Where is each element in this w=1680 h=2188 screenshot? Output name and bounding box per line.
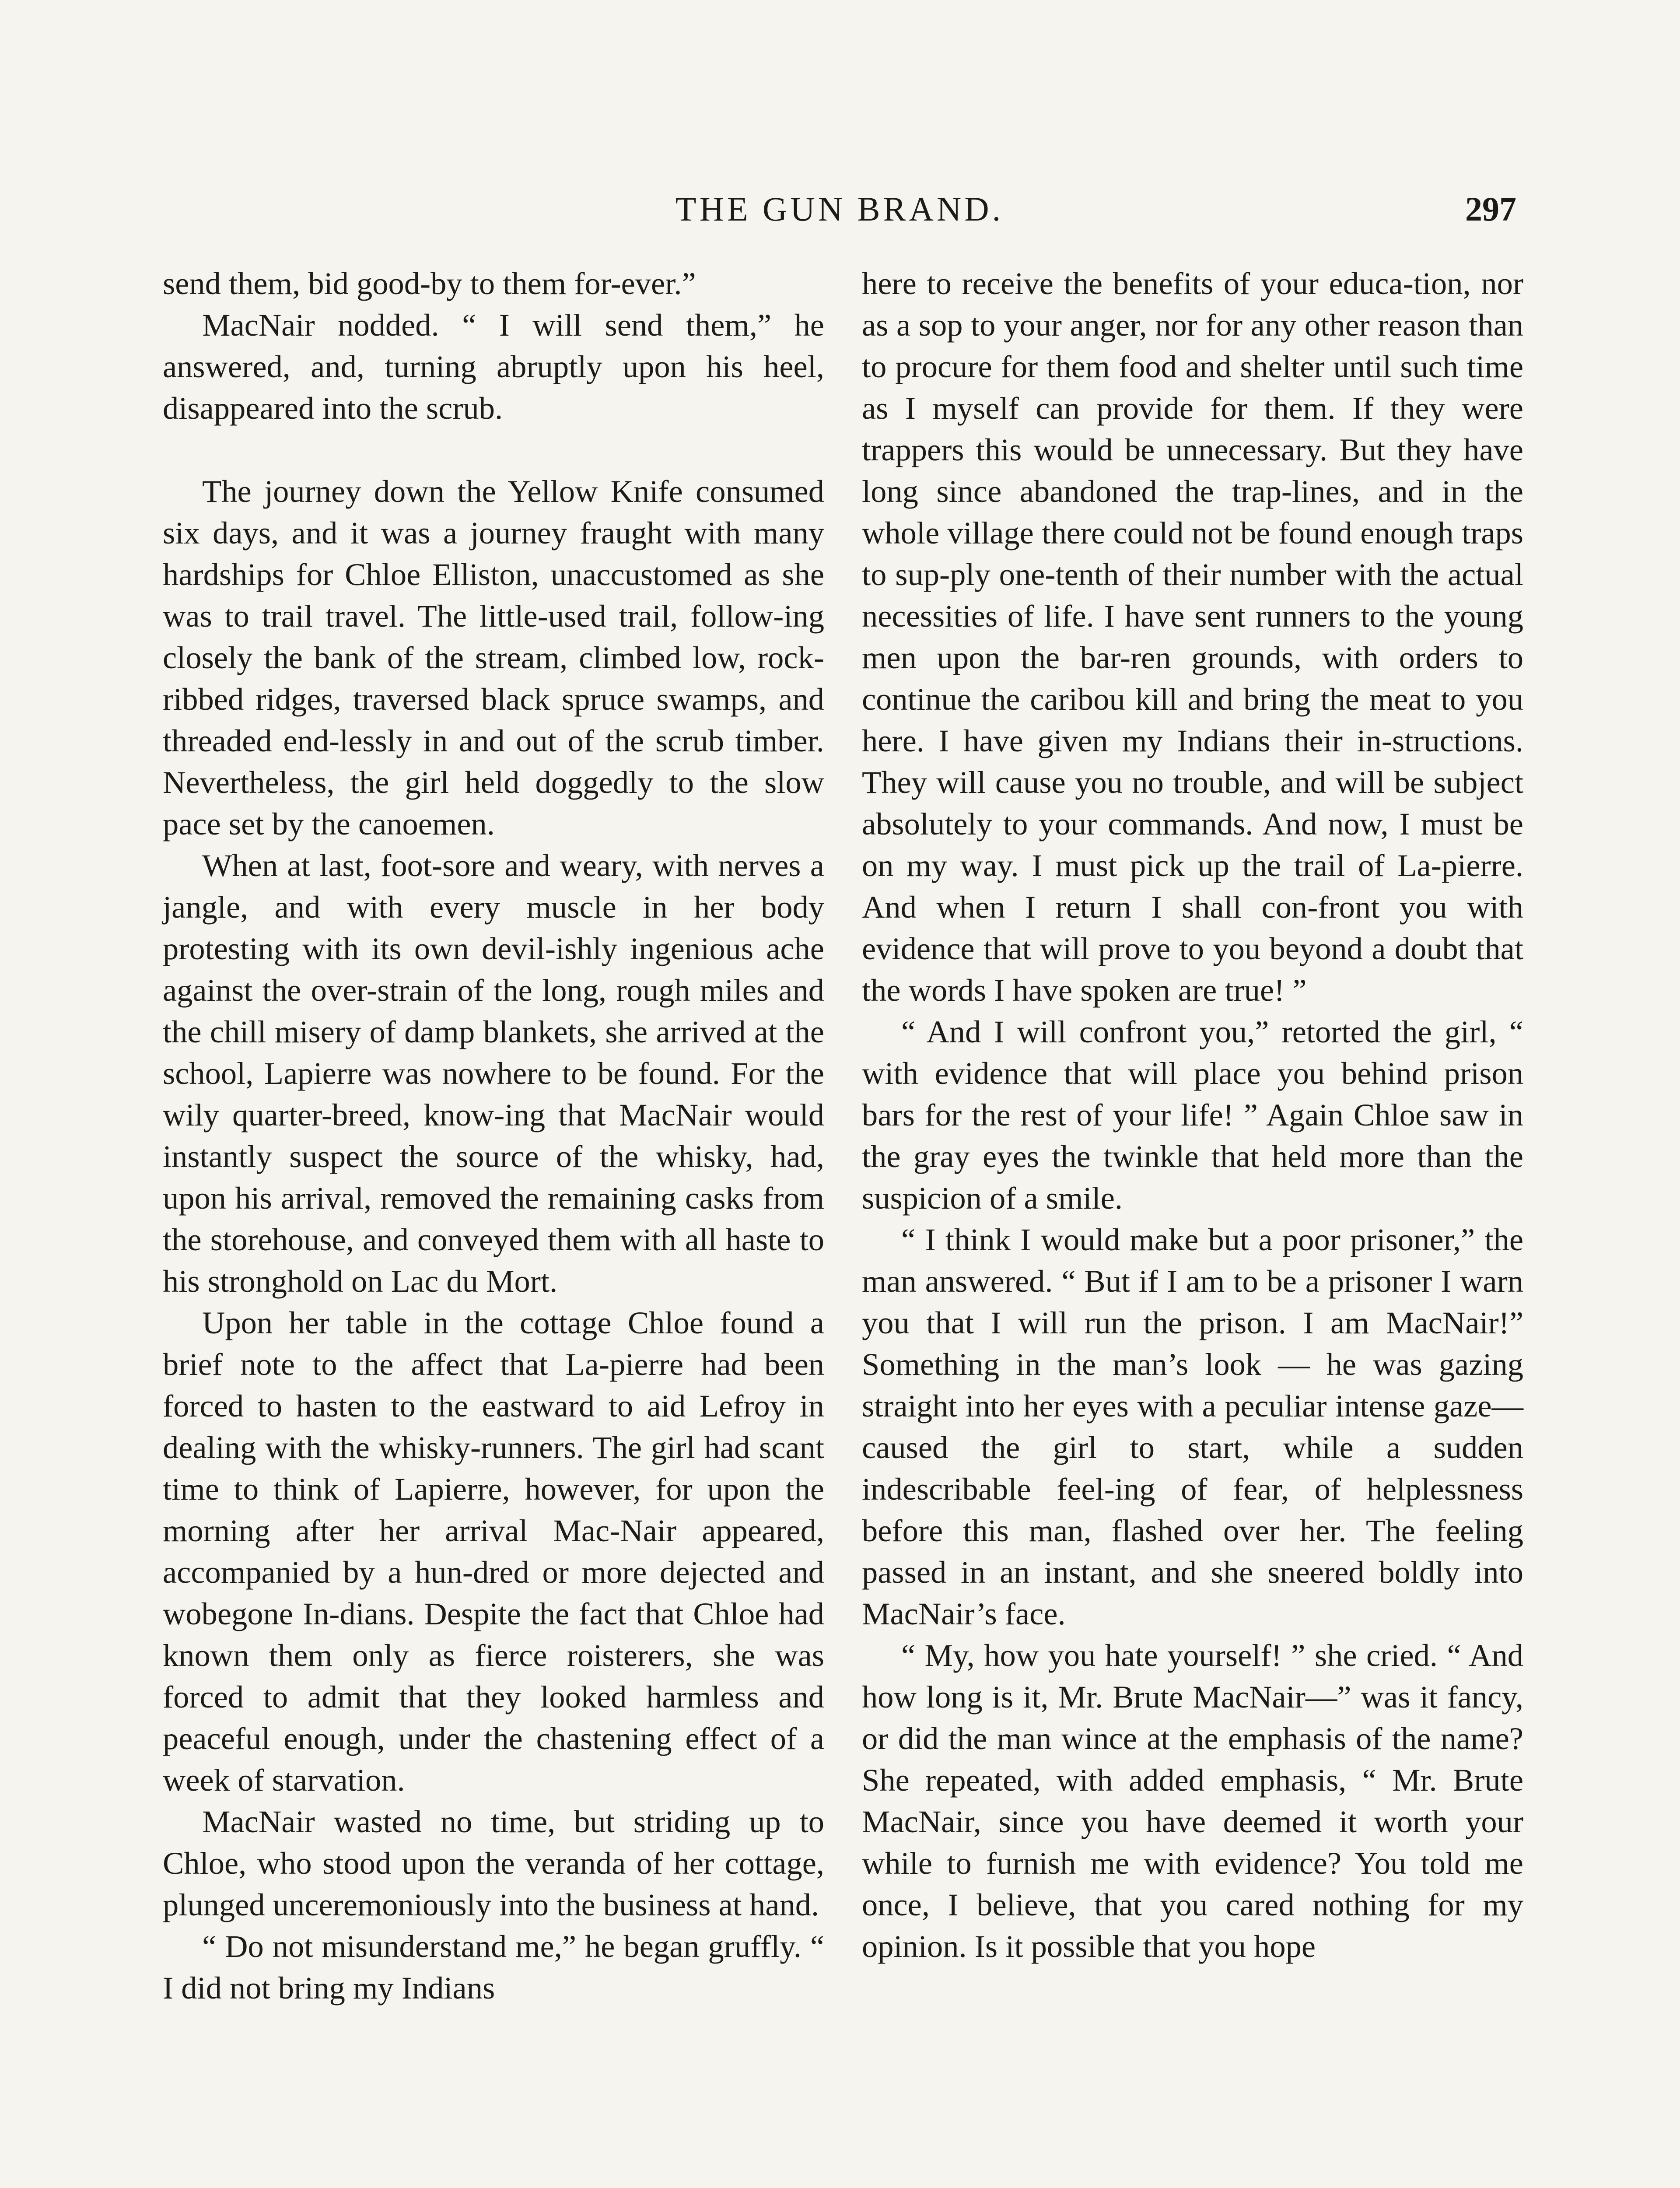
running-header [163,187,1516,231]
paragraph: When at last, foot-sore and weary, with nerves a jangle, and with every muscle in her body protesting with its own devil-ishly ingenious ache against the over-strain of the long, rough miles and the chill misery of damp blankets, she arrived at the school, Lapierre was nowhere to be found. For the wily quarter-breed, know-ing that MacNair would instantly suspect the source of the whisky, had, upon his arrival, removed the remaining casks from the storehouse, and conveyed them with all haste to his stronghold on Lac du Mort. [163,848,824,1299]
paragraph: “ My, how you hate yourself! ” she cried. “ And how long is it, Mr. Brute MacNair—” was it fancy, or did the man wince at the emphasis of the name? She repeated, with added emphasis, “ Mr. Brute MacNair, since you have deemed it worth your while to furnish me with evidence? You told me once, I believe, that you cared nothing for my opinion. Is it possible that you hope [862,1637,1523,1964]
paragraph: “ I think I would make but a poor prisoner,” the man answered. “ But if I am to be a prisoner I warn you that I will run the prison. I am MacNair!” Something in the man’s look — he was gazing straight into her eyes with a peculiar intense gaze—caused the girl to start, while a sudden indescribable feel-ing of fear, of helplessness before this man, flashed over her. The feeling passed in an instant, and she sneered boldly into MacNair’s face. [862,1222,1523,1631]
paragraph: “ And I will confront you,” retorted the girl, “ with evidence that will place you behind prison bars for the rest of your life! ” Again Chloe saw in the gray eyes the twinkle that held more than the suspicion of a smile. [862,1014,1523,1216]
section-break [163,429,824,470]
left-text-column [163,263,824,2009]
page-number: 297 [1465,190,1516,228]
paragraph: Upon her table in the cottage Chloe found a brief note to the affect that La-pierre had been forced to hasten to the eastward to aid Lefroy in dealing with the whisky-runners. The girl had scant time to think of Lapierre, however, for upon the morning after her arrival Mac-Nair appeared, accompanied by a hun-dred or more dejected and wobegone In-dians. Despite the fact that Chloe had known them only as fierce roisterers, she was forced to admit that they looked harmless and peaceful enough, under the chastening effect of a week of starvation. [163,1305,824,1798]
paragraph: MacNair nodded. “ I will send them,” he answered, and, turning abruptly upon his heel, disappeared into the scrub. [163,307,824,426]
paragraph: MacNair wasted no time, but striding up to Chloe, who stood upon the veranda of her cottage, plunged unceremoniously into the business at hand. [163,1804,824,1922]
paragraph: here to receive the benefits of your educa-tion, nor as a sop to your anger, nor for any other reason than to procure for them food and shelter until such time as I myself can provide for them. If they were trappers this would be unnecessary. But they have long since abandoned the trap-lines, and in the whole village there could not be found enough traps to sup-ply one-tenth of their number with the actual necessities of life. I have sent runners to the young men upon the bar-ren grounds, with orders to continue the caribou kill and bring the meat to you here. I have given my Indians their in-structions. They will cause you no trouble, and will be subject absolutely to your commands. And now, I must be on my way. I must pick up the trail of La-pierre. And when I return I shall con-front you with evidence that will prove to you beyond a doubt that the words I have spoken are true! ” [862,266,1523,1008]
running-title: THE GUN BRAND. [675,190,1004,228]
paragraph: send them, bid good-by to them for-ever.” [163,266,696,301]
paragraph: The journey down the Yellow Knife consumed six days, and it was a journey fraught with many hardships for Chloe Elliston, unaccustomed as she was to trail travel. The little-used trail, follow-ing closely the bank of the stream, climbed low, rock-ribbed ridges, traversed black spruce swamps, and threaded end-lessly in and out of the scrub timber. Nevertheless, the girl held doggedly to the slow pace set by the canoemen. [163,473,824,842]
paragraph: “ Do not misunderstand me,” he began gruffly. “ I did not bring my Indians [163,1929,824,2006]
right-text-column [862,263,1523,1967]
